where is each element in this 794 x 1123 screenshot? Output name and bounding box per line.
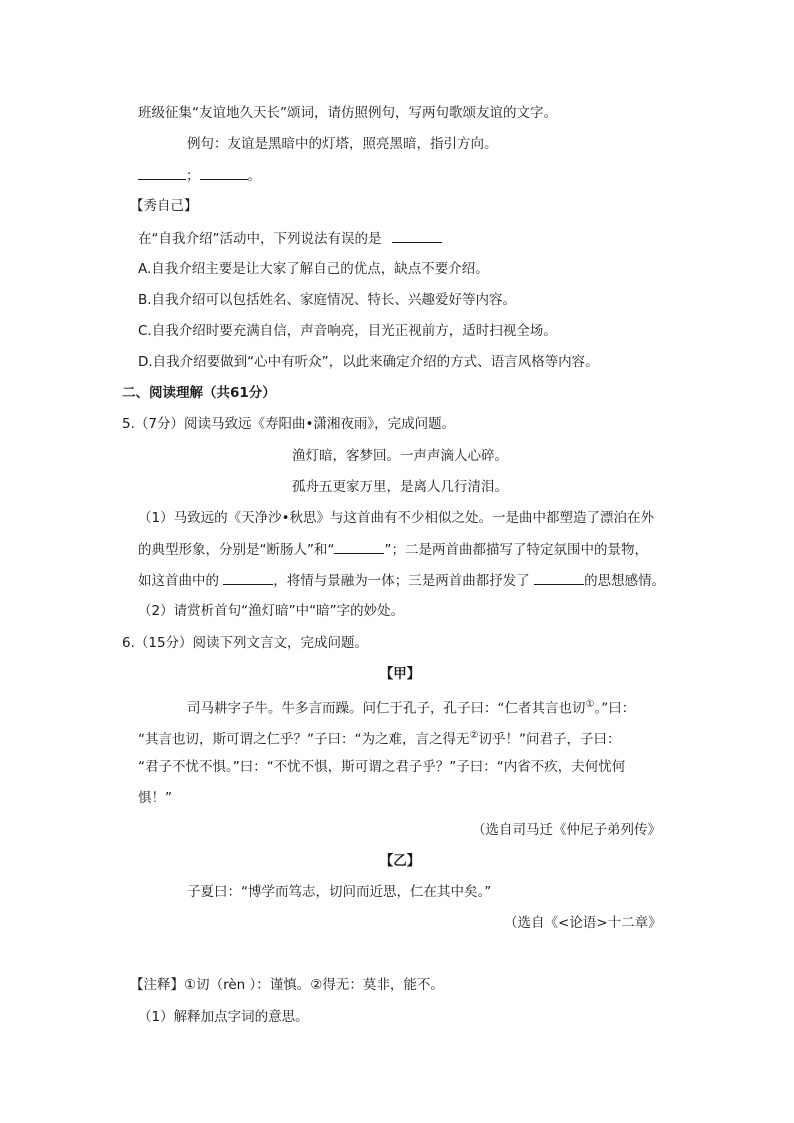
q6-jia-line1-post: 。”曰： (594, 700, 636, 717)
self-heading: 【秀自己】 (130, 198, 198, 214)
q6-jia-line1 (187, 695, 635, 719)
blank-end: 。 (247, 168, 261, 184)
q5-stem: 5.（7分）阅读马致远《寿阳曲•潇湘夜雨》，完成问题。 (122, 416, 456, 432)
q5-sub1-line2-post: ”；二是两首曲都描写了特定氛围中的景物， (384, 542, 648, 558)
q5-sub1-line3-mid: ，将情与景融为一体；三是两首曲都抒发了 (273, 573, 535, 589)
q6-jia-line1-pre: 司马耕字子牛。牛多言而躁。问仁于孔子，孔子曰：“仁者其言也讱 (187, 700, 586, 717)
q5-sub2: （2）请赏析首句“渔灯暗”中“暗”字的妙处。 (138, 603, 405, 619)
option-c[interactable]: C.自我介绍时要充满自信，声音响亮，目光正视前方，适时扫视全场。 (138, 323, 557, 339)
answer-blank-2[interactable] (200, 165, 248, 180)
self-question-text: 在“自我介绍”活动中，下列说法有误的是 (138, 231, 382, 247)
q5-sub1-line1: （1）马致远的《天净沙•秋思》与这首曲有不少相似之处。一是曲中都塑造了漂泊在外 (138, 510, 655, 526)
q6-jia-line4: 惧！” (138, 790, 172, 806)
q5-sub1-line2 (138, 539, 648, 560)
q6-jia-line3: “君子不忧不惧。”曰：“不忧不惧，斯可谓之君子乎？”子曰：“内省不疚，夫何忧何 (138, 759, 626, 775)
part2-heading: 二、阅读理解（共61分） (122, 385, 276, 401)
option-b[interactable]: B.自我介绍可以包括姓名、家庭情况、特长、兴趣爱好等内容。 (138, 292, 517, 308)
q6-sub1: （1）解释加点字词的意思。 (138, 1009, 309, 1025)
q5-sub1-line3 (138, 570, 665, 591)
q6-notes: 【注释】①讱（rèn ）：谨慎。②得无：莫非，能不。 (130, 977, 444, 993)
blank-separator: ； (186, 168, 200, 184)
q6-yi-text: 子夏曰：“博学而笃志，切问而近思，仁在其中矣。” (187, 884, 492, 900)
note-mark-1: ① (585, 699, 595, 710)
q5-sub1-line3-post: 的思想感情。 (584, 573, 666, 589)
q5-sub1-line2-pre: 的典型形象，分别是“断肠人”和“ (138, 542, 335, 558)
friendship-example: 例句：友谊是黑暗中的灯塔，照亮黑暗，指引方向。 (187, 136, 498, 152)
note-mark-2: ② (469, 730, 479, 741)
q5-sub1-line3-pre: 如这首曲中的 (138, 573, 224, 589)
self-question (138, 228, 442, 249)
friendship-prompt: 班级征集“友谊地久天长”颂词，请仿照例句，写两句歌颂友谊的文字。 (138, 105, 557, 121)
q6-jia-line2 (138, 726, 620, 750)
q6-stem: 6.（15分）阅读下列文言文，完成问题。 (122, 635, 369, 651)
q6-yi-source: （选自《<论语>十二章》 (504, 915, 662, 931)
friendship-answer-line (138, 165, 261, 186)
q5-blank-3[interactable] (534, 570, 584, 585)
self-answer-blank[interactable] (392, 228, 442, 243)
q5-poem-line2: 孤舟五更家万里，是离人几行清泪。 (292, 479, 508, 495)
answer-blank-1[interactable] (138, 165, 186, 180)
q6-jia-heading: 【甲】 (379, 666, 421, 682)
q5-poem-line1: 渔灯暗，客梦回。一声声滴人心碎。 (292, 448, 508, 464)
q6-yi-heading: 【乙】 (379, 853, 421, 869)
q5-blank-2[interactable] (223, 570, 273, 585)
option-a[interactable]: A.自我介绍主要是让大家了解自己的优点，缺点不要介绍。 (138, 261, 489, 277)
q6-jia-line2-pre: “其言也讱，斯可谓之仁乎？”子曰：“为之难，言之得无 (138, 731, 470, 748)
q5-blank-1[interactable] (334, 539, 384, 554)
q6-jia-source: （选自司马迁《仲尼子弟列传》 (472, 822, 661, 838)
option-d[interactable]: D.自我介绍要做到“心中有听众”，以此来确定介绍的方式、语言风格等内容。 (138, 354, 599, 370)
q6-jia-line2-post: 讱乎！”问君子，子曰： (478, 731, 621, 748)
